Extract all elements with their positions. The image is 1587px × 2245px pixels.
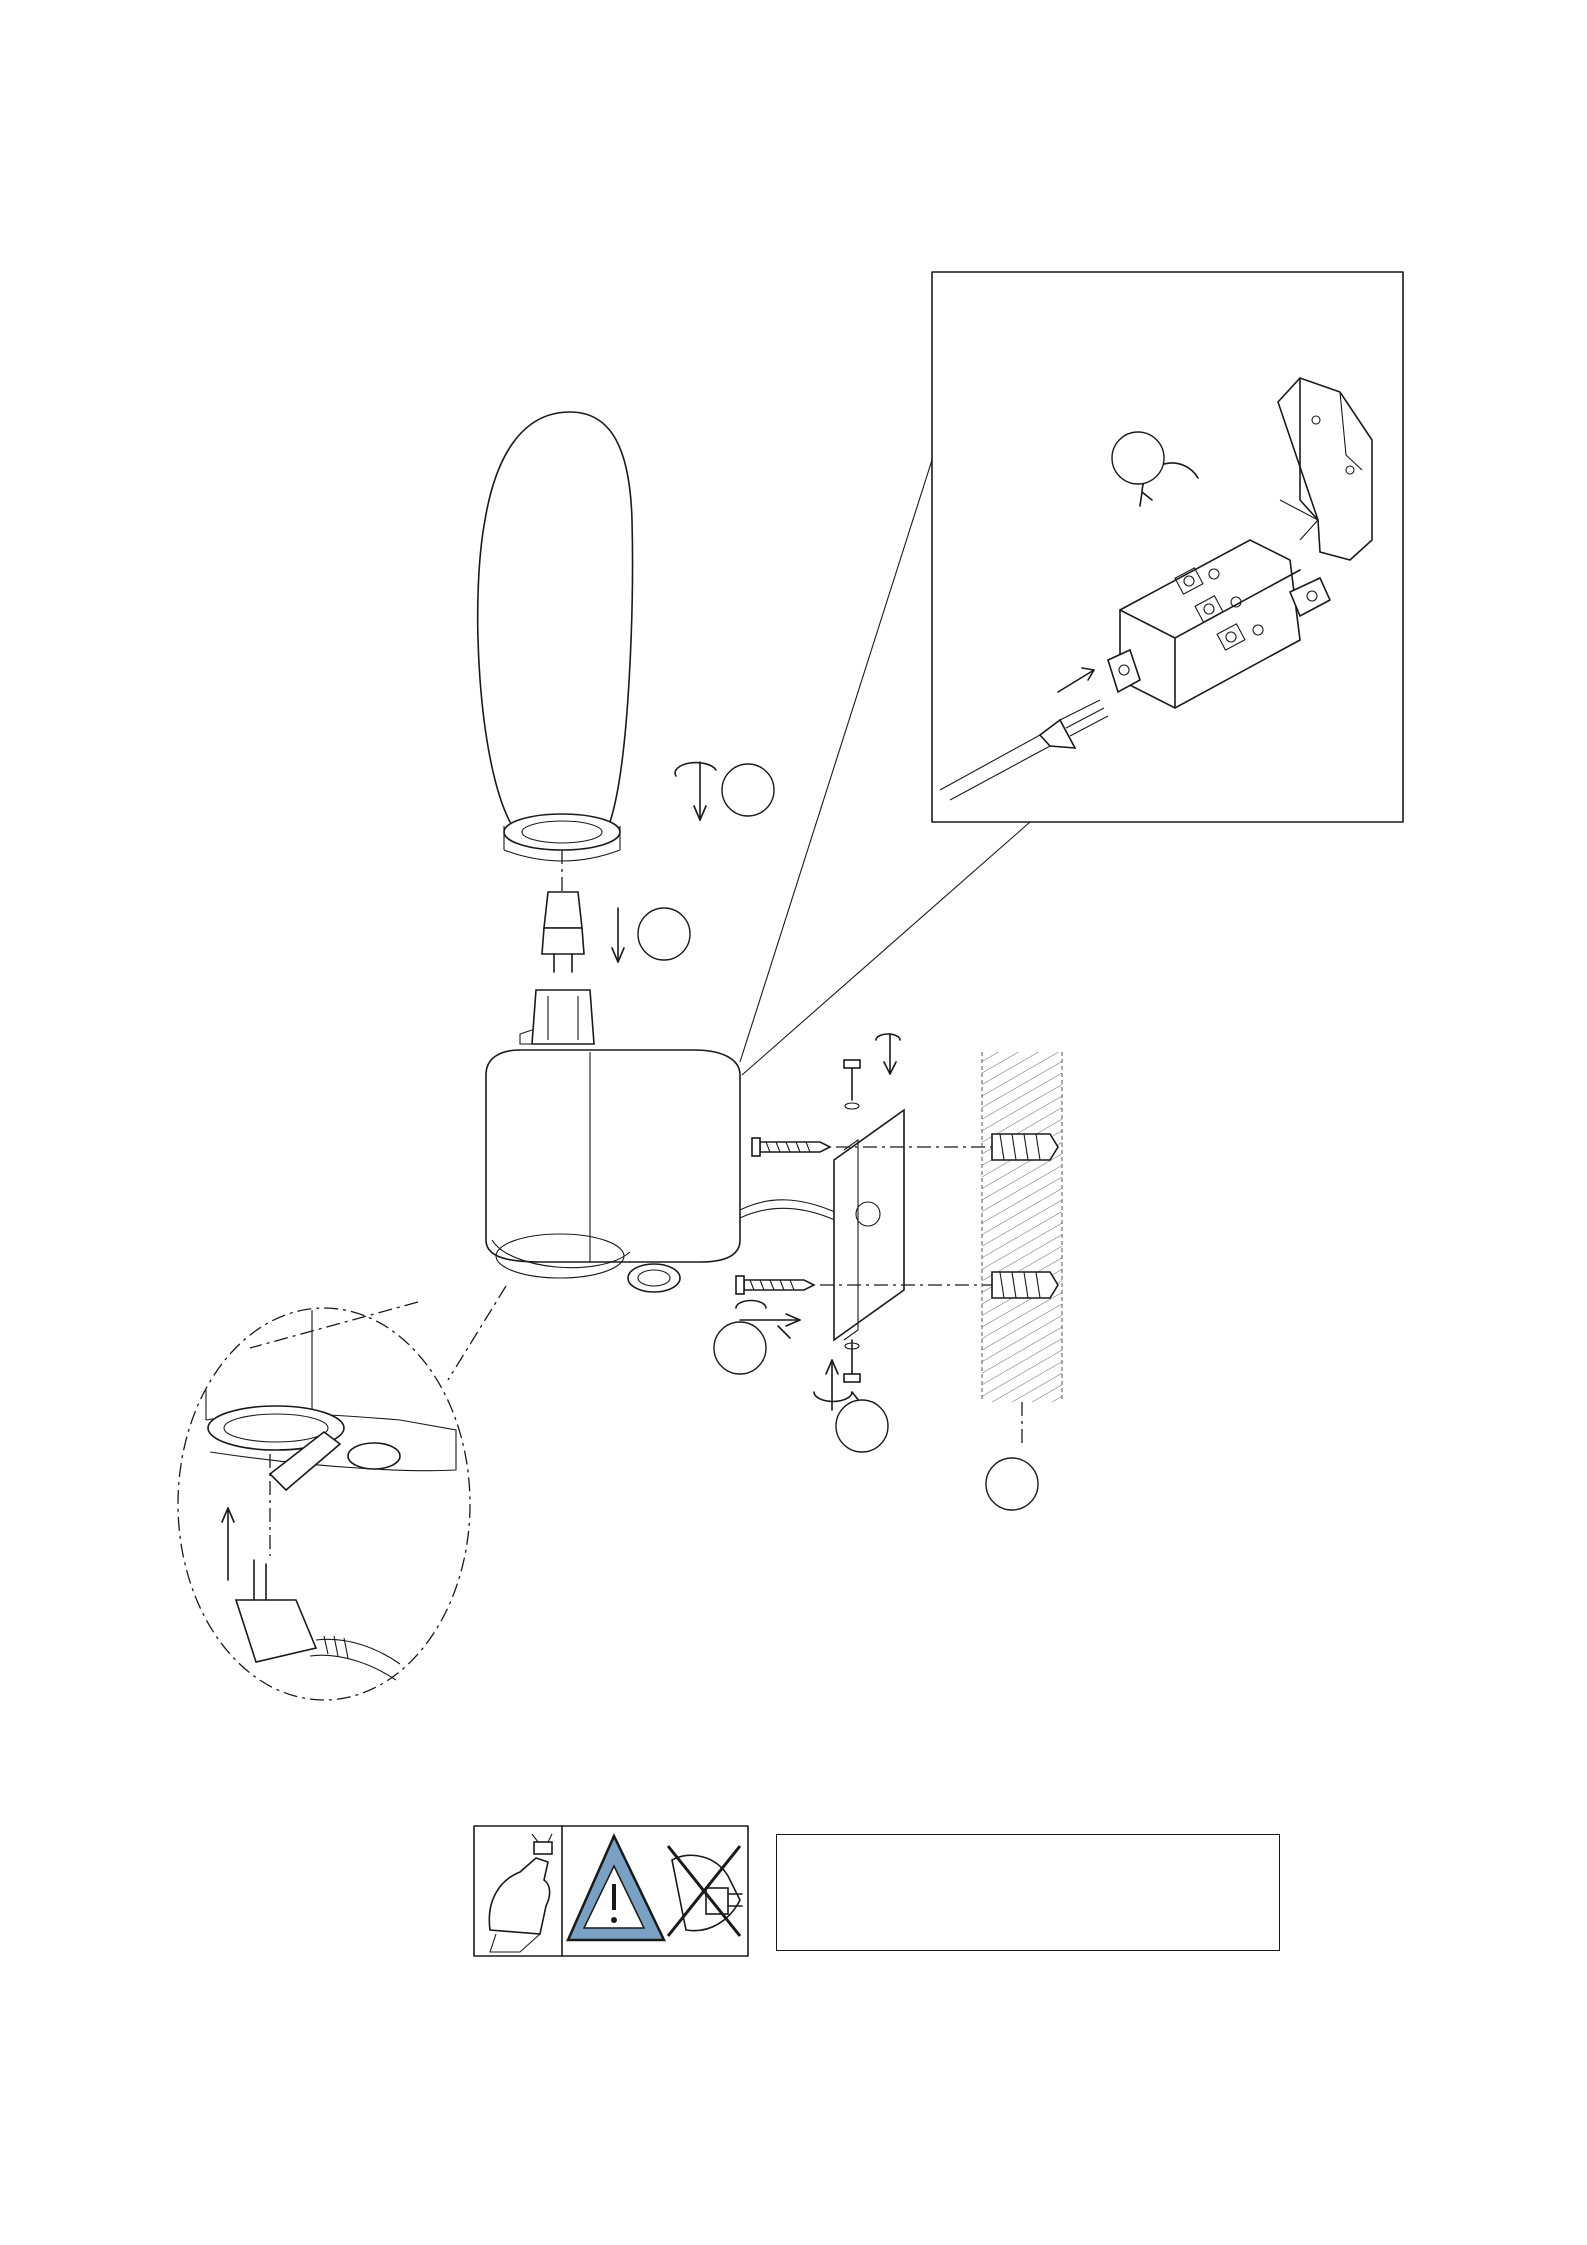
wiring-inset [740, 272, 1403, 1075]
no-plug-icon [668, 1846, 742, 1936]
halogen-bulb [542, 892, 584, 972]
shade-step-circle [722, 764, 774, 816]
lamp-socket [520, 990, 594, 1044]
warning-icons-panel [474, 1826, 748, 1956]
cap-step-circle [836, 1400, 888, 1452]
bulb-step-circle [638, 908, 690, 960]
hand-bulb-icon [489, 1834, 552, 1952]
wiring-step-circle [1112, 432, 1164, 484]
lamp-body [486, 1050, 870, 1292]
wall-section [982, 1052, 1062, 1448]
wall-plate [834, 1034, 904, 1382]
plug-icon [236, 1600, 316, 1662]
warning-text-box [776, 1834, 1280, 1951]
wall-step-circle [986, 1458, 1038, 1510]
terminal-block [1108, 540, 1330, 708]
screw-step-circle [714, 1322, 766, 1374]
inset-cable [940, 668, 1108, 800]
plug-detail-ellipse [178, 1286, 506, 1700]
warning-triangle-icon [568, 1836, 664, 1940]
mounting-bracket [1278, 378, 1372, 560]
glass-shade [478, 412, 633, 892]
